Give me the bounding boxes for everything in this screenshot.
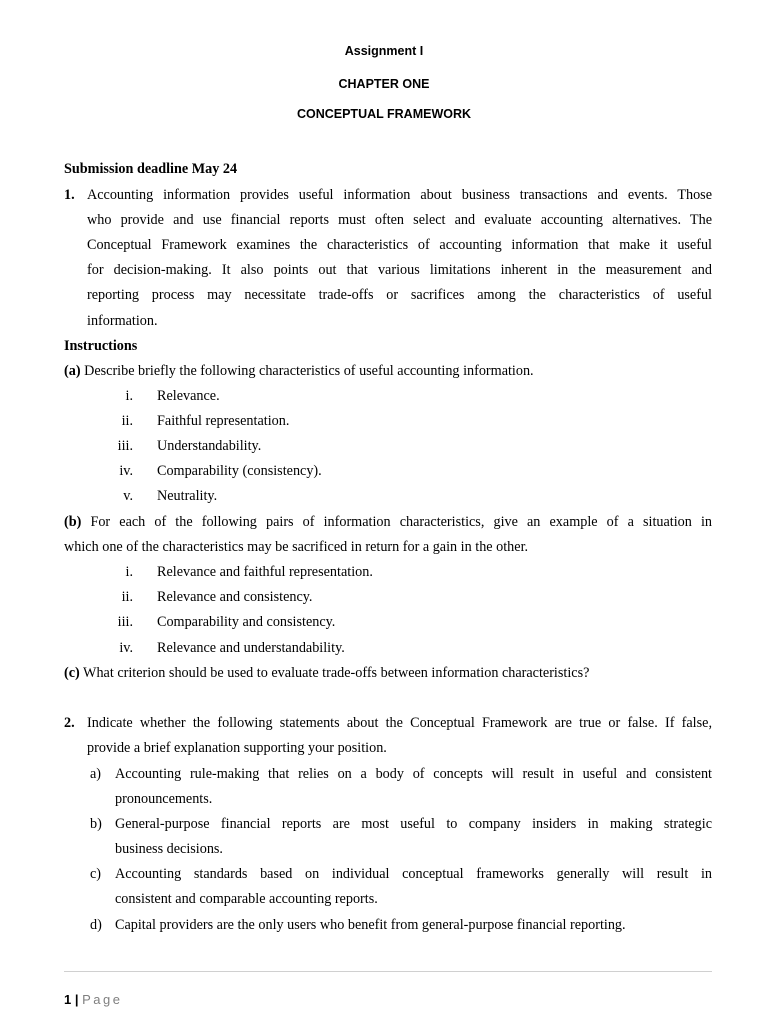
list-item: Faithful representation. — [157, 413, 290, 429]
question-1-number: 1. — [64, 187, 75, 203]
part-b-text-continued: which one of the characteristics may be sacrificed in return for a gain in the other. — [64, 539, 529, 555]
question-1-line: reporting process may necessitate trade-offs or sacrifices among the characteristics of useful — [87, 287, 712, 303]
list-item: Relevance and consistency. — [157, 589, 313, 605]
chapter-heading: CHAPTER ONE — [338, 77, 430, 91]
list-item: Relevance. — [157, 388, 220, 404]
list-number: v. — [123, 488, 133, 504]
list-item: Neutrality. — [157, 488, 218, 504]
part-b-label: (b) — [64, 514, 82, 530]
question-1-line: Conceptual Framework examines the characteristics of accounting information that make it useful — [87, 237, 712, 253]
submission-deadline: Submission deadline May 24 — [64, 161, 238, 177]
list-item: Comparability and consistency. — [157, 614, 336, 630]
footer-divider — [64, 971, 712, 972]
part-a-text: Describe briefly the following characteristics of useful accounting information. — [84, 363, 534, 379]
list-number: iii. — [117, 614, 133, 630]
question-2-number: 2. — [64, 715, 75, 731]
statement-text: General-purpose financial reports are most useful to company insiders in making strategic — [115, 816, 712, 832]
list-letter: a) — [90, 766, 102, 782]
list-item: Understandability. — [157, 438, 262, 454]
page-number: 1 — [64, 992, 72, 1007]
statement-text-continued: pronouncements. — [115, 791, 213, 807]
part-a — [64, 363, 534, 380]
list-item: Relevance and understandability. — [157, 640, 345, 656]
statement-text: Capital providers are the only users who benefit from general-purpose financial reporting. — [115, 917, 626, 933]
question-1-line: Accounting information provides useful information about business transactions and events. Those — [87, 187, 712, 203]
list-letter: d) — [90, 917, 102, 933]
statement-text: Accounting rule-making that relies on a body of concepts will result in useful and consistent — [115, 766, 712, 782]
list-number: iv. — [119, 640, 133, 656]
list-letter: b) — [90, 816, 102, 832]
assignment-heading: Assignment I — [344, 44, 424, 58]
question-1-line: information. — [87, 313, 158, 329]
statement-text-continued: business decisions. — [115, 841, 223, 857]
part-a-label: (a) — [64, 363, 81, 379]
footer-separator: | — [74, 992, 79, 1007]
list-number: ii. — [121, 413, 133, 429]
list-number: i. — [125, 564, 133, 580]
list-number: i. — [125, 388, 133, 404]
instructions-heading: Instructions — [64, 338, 138, 354]
list-item: Relevance and faithful representation. — [157, 564, 373, 580]
statement-text-continued: consistent and comparable accounting reports. — [115, 891, 378, 907]
question-1-line: who provide and use financial reports must often select and evaluate accounting alternatives. The — [87, 212, 712, 228]
page-footer — [64, 992, 123, 1007]
page-label: Page — [82, 992, 123, 1007]
document-title: CONCEPTUAL FRAMEWORK — [296, 107, 472, 121]
statement-text: Accounting standards based on individual conceptual frameworks generally will result in — [115, 866, 712, 882]
list-number: ii. — [121, 589, 133, 605]
list-number: iii. — [117, 438, 133, 454]
question-2-text-continued: provide a brief explanation supporting your position. — [87, 740, 387, 756]
question-1-line: for decision-making. It also points out that various limitations inherent in the measurement and — [87, 262, 712, 278]
part-c-text: What criterion should be used to evaluate trade-offs between information characteristics? — [83, 665, 590, 681]
list-number: iv. — [119, 463, 133, 479]
part-c — [64, 665, 589, 682]
part-b-text: For each of the following pairs of information characteristics, give an example of a situation in — [90, 514, 713, 530]
question-2-text: Indicate whether the following statements about the Conceptual Framework are true or false. If false, — [87, 715, 712, 731]
part-c-label: (c) — [64, 665, 80, 681]
part-b — [64, 514, 712, 531]
list-letter: c) — [90, 866, 102, 882]
list-item: Comparability (consistency). — [157, 463, 322, 479]
